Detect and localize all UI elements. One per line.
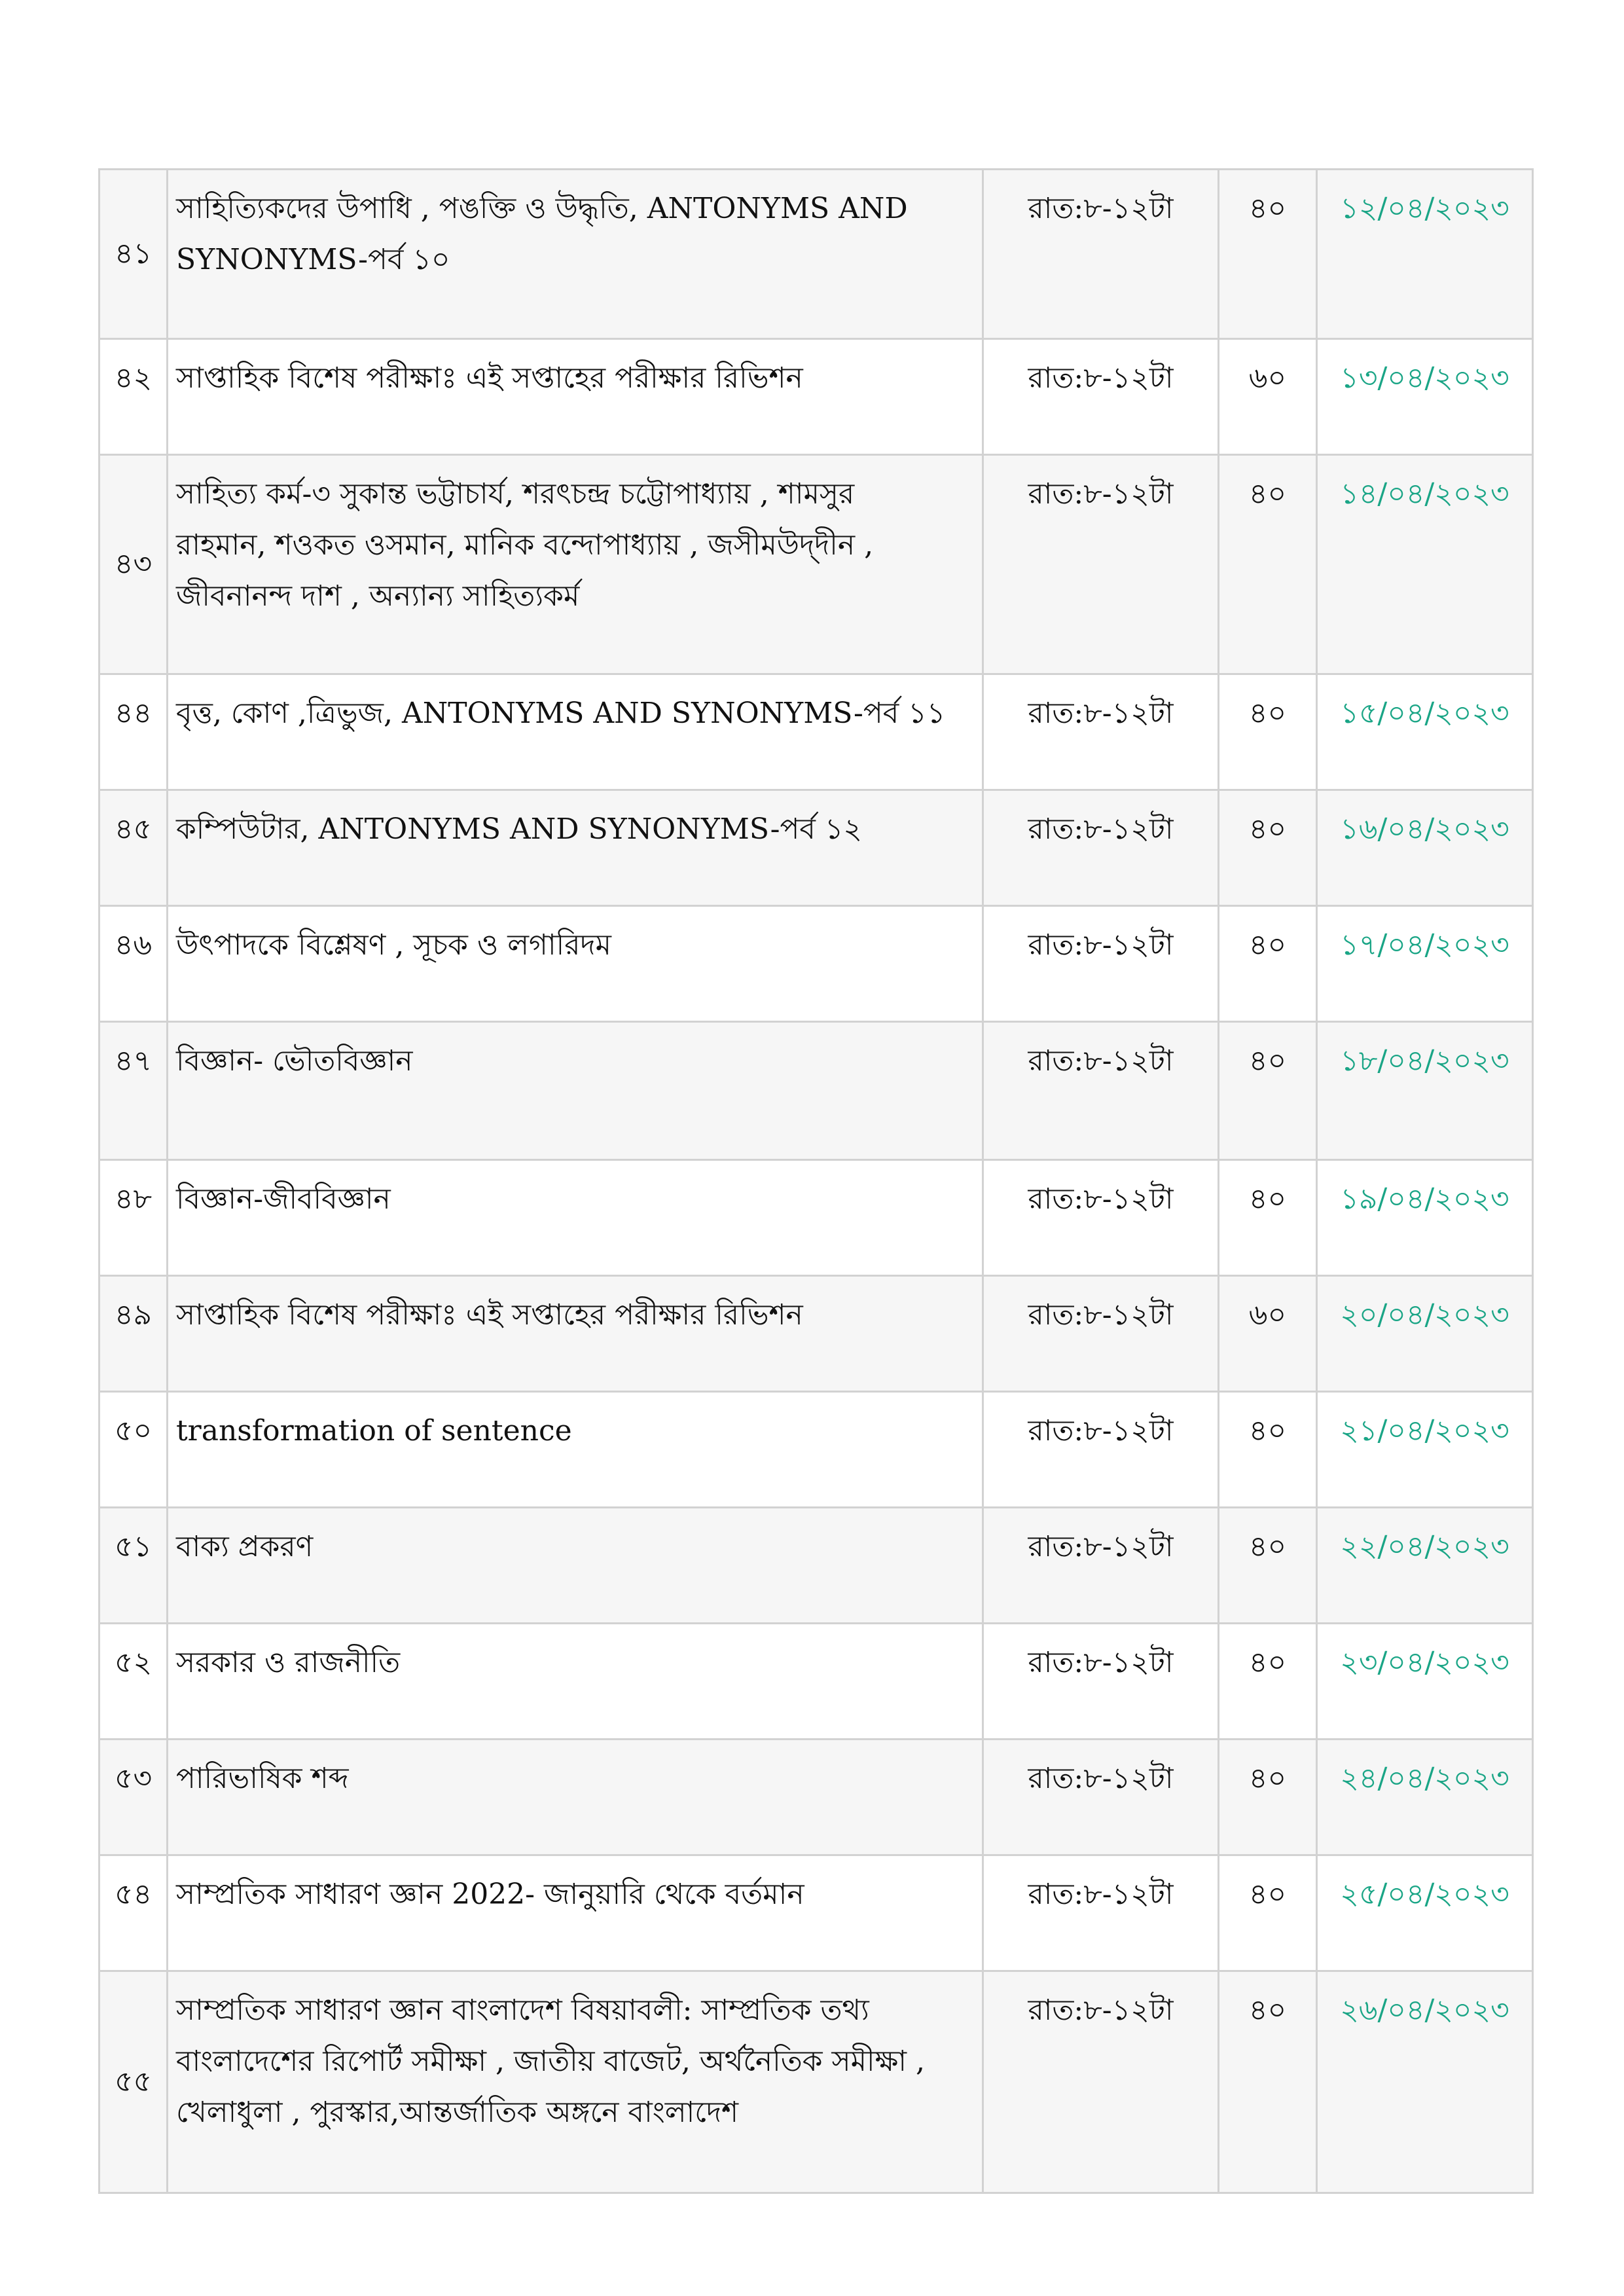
exam-date: ১৫/০৪/২০২৩ [1317,674,1533,790]
exam-date: ১৪/০৪/২০২৩ [1317,455,1533,674]
topic-cell [168,1855,983,1971]
serial-number: ৪৭ [99,1022,168,1160]
table-row [99,1392,1533,1508]
table-row [99,674,1533,790]
exam-date: ২৩/০৪/২০২৩ [1317,1624,1533,1740]
table-row [99,1160,1533,1276]
serial-number: ৪৪ [99,674,168,790]
topic-line: উৎপাদকে বিশ্লেষণ , সূচক ও লগারিদম [176,928,611,962]
topic-cell [168,906,983,1022]
exam-date: ২৫/০৪/২০২৩ [1317,1855,1533,1971]
exam-date: ১৮/০৪/২০২৩ [1317,1022,1533,1160]
table-row [99,339,1533,455]
topic-line: transformation of sentence [176,1414,572,1448]
table-row [99,170,1533,339]
topic-cell [168,1276,983,1392]
topic-line: সাপ্তাহিক বিশেষ পরীক্ষাঃ এই সপ্তাহের পরীক্ষার রিভিশন [176,1298,803,1332]
topic-line: সাম্প্রতিক সাধারণ জ্ঞান 2022- জানুয়ারি থেকে বর্তমান [176,1878,804,1911]
exam-time: রাত:৮-১২টা [983,1022,1219,1160]
table-row [99,790,1533,906]
topic-cell [168,1971,983,2193]
topic-cell [168,674,983,790]
topic-line: বিজ্ঞান-জীববিজ্ঞান [176,1182,391,1216]
exam-marks: ৪০ [1219,1740,1317,1855]
exam-date: ১৭/০৪/২০২৩ [1317,906,1533,1022]
exam-marks: ৪০ [1219,674,1317,790]
topic-cell [168,1624,983,1740]
exam-time: রাত:৮-১২টা [983,339,1219,455]
exam-marks: ৪০ [1219,455,1317,674]
table-row [99,1022,1533,1160]
topic-line: সাহিত্য কর্ম-৩ সুকান্ত ভট্টাচার্য, শরৎচন্দ্র চট্টোপাধ্যায় , শামসুর [176,477,855,511]
exam-date: ১২/০৪/২০২৩ [1317,170,1533,339]
serial-number: ৫২ [99,1624,168,1740]
table-row [99,1276,1533,1392]
topic-line: সরকার ও রাজনীতি [176,1646,401,1679]
topic-line: সাপ্তাহিক বিশেষ পরীক্ষাঃ এই সপ্তাহের পরীক্ষার রিভিশন [176,361,803,395]
serial-number: ৪৯ [99,1276,168,1392]
exam-date: ২৪/০৪/২০২৩ [1317,1740,1533,1855]
serial-number: ৫৪ [99,1855,168,1971]
table-row [99,1971,1533,2193]
exam-date: ২১/০৪/২০২৩ [1317,1392,1533,1508]
topic-cell [168,1392,983,1508]
exam-marks: ৪০ [1219,1392,1317,1508]
table-row [99,455,1533,674]
exam-marks: ৪০ [1219,1022,1317,1160]
table-row [99,1508,1533,1624]
exam-marks: ৪০ [1219,906,1317,1022]
topic-cell [168,1022,983,1160]
topic-line: সাহিত্যিকদের উপাধি , পঙক্তি ও উদ্ধৃতি, ANTONYMS AND [176,192,908,225]
exam-marks: ৪০ [1219,790,1317,906]
table-row [99,1855,1533,1971]
topic-line: সাম্প্রতিক সাধারণ জ্ঞান বাংলাদেশ বিষয়াবলী: সাম্প্রতিক তথ্য [176,1994,869,2027]
topic-cell [168,455,983,674]
schedule-page [98,168,1532,2194]
exam-marks: ৪০ [1219,1160,1317,1276]
exam-date: ১৯/০৪/২০২৩ [1317,1160,1533,1276]
exam-marks: ৬০ [1219,339,1317,455]
topic-cell [168,170,983,339]
exam-time: রাত:৮-১২টা [983,455,1219,674]
exam-marks: ৪০ [1219,1624,1317,1740]
exam-marks: ৪০ [1219,1855,1317,1971]
exam-time: রাত:৮-১২টা [983,170,1219,339]
exam-time: রাত:৮-১২টা [983,1508,1219,1624]
topic-line: খেলাধুলা , পুরস্কার,আন্তর্জাতিক অঙ্গনে বাংলাদেশ [176,2096,739,2129]
topic-cell [168,1740,983,1855]
exam-time: রাত:৮-১২টা [983,674,1219,790]
exam-time: রাত:৮-১২টা [983,1740,1219,1855]
exam-date: ২০/০৪/২০২৩ [1317,1276,1533,1392]
table-row [99,1740,1533,1855]
topic-line: রাহমান, শওকত ওসমান, মানিক বন্দোপাধ্যায় , জসীমউদ্‌দীন , [176,528,874,562]
topic-line: বাক্য প্রকরণ [176,1530,314,1563]
serial-number: ৫৫ [99,1971,168,2193]
serial-number: ৪৮ [99,1160,168,1276]
exam-schedule-table [98,168,1534,2194]
exam-time: রাত:৮-১২টা [983,1971,1219,2193]
exam-date: ২২/০৪/২০২৩ [1317,1508,1533,1624]
exam-date: ১৬/০৪/২০২৩ [1317,790,1533,906]
exam-date: ২৬/০৪/২০২৩ [1317,1971,1533,2193]
exam-time: রাত:৮-১২টা [983,1160,1219,1276]
topic-line: কম্পিউটার, ANTONYMS AND SYNONYMS-পর্ব ১২ [176,812,862,846]
exam-marks: ৪০ [1219,1971,1317,2193]
table-row [99,906,1533,1022]
exam-marks: ৪০ [1219,1508,1317,1624]
topic-line: বাংলাদেশের রিপোর্ট সমীক্ষা , জাতীয় বাজেট, অর্থনৈতিক সমীক্ষা , [176,2045,925,2078]
exam-time: রাত:৮-১২টা [983,906,1219,1022]
topic-line: SYNONYMS-পর্ব ১০ [176,243,450,276]
topic-line: পারিভাষিক শব্দ [176,1762,349,1795]
table-row [99,1624,1533,1740]
exam-marks: ৬০ [1219,1276,1317,1392]
serial-number: ৪১ [99,170,168,339]
serial-number: ৪২ [99,339,168,455]
topic-cell [168,790,983,906]
exam-date: ১৩/০৪/২০২৩ [1317,339,1533,455]
serial-number: ৪৬ [99,906,168,1022]
topic-line: বিজ্ঞান- ভৌতবিজ্ঞান [176,1044,413,1078]
exam-time: রাত:৮-১২টা [983,1855,1219,1971]
topic-cell [168,1160,983,1276]
topic-cell [168,339,983,455]
serial-number: ৪৩ [99,455,168,674]
exam-marks: ৪০ [1219,170,1317,339]
topic-line: জীবনানন্দ দাশ , অন্যান্য সাহিত্যকর্ম [176,579,580,613]
serial-number: ৪৫ [99,790,168,906]
exam-time: রাত:৮-১২টা [983,1624,1219,1740]
serial-number: ৫০ [99,1392,168,1508]
exam-time: রাত:৮-১২টা [983,790,1219,906]
exam-time: রাত:৮-১২টা [983,1276,1219,1392]
serial-number: ৫৩ [99,1740,168,1855]
exam-time: রাত:৮-১২টা [983,1392,1219,1508]
serial-number: ৫১ [99,1508,168,1624]
topic-cell [168,1508,983,1624]
topic-line: বৃত্ত, কোণ ,ত্রিভুজ, ANTONYMS AND SYNONYMS-পর্ব ১১ [176,697,946,730]
